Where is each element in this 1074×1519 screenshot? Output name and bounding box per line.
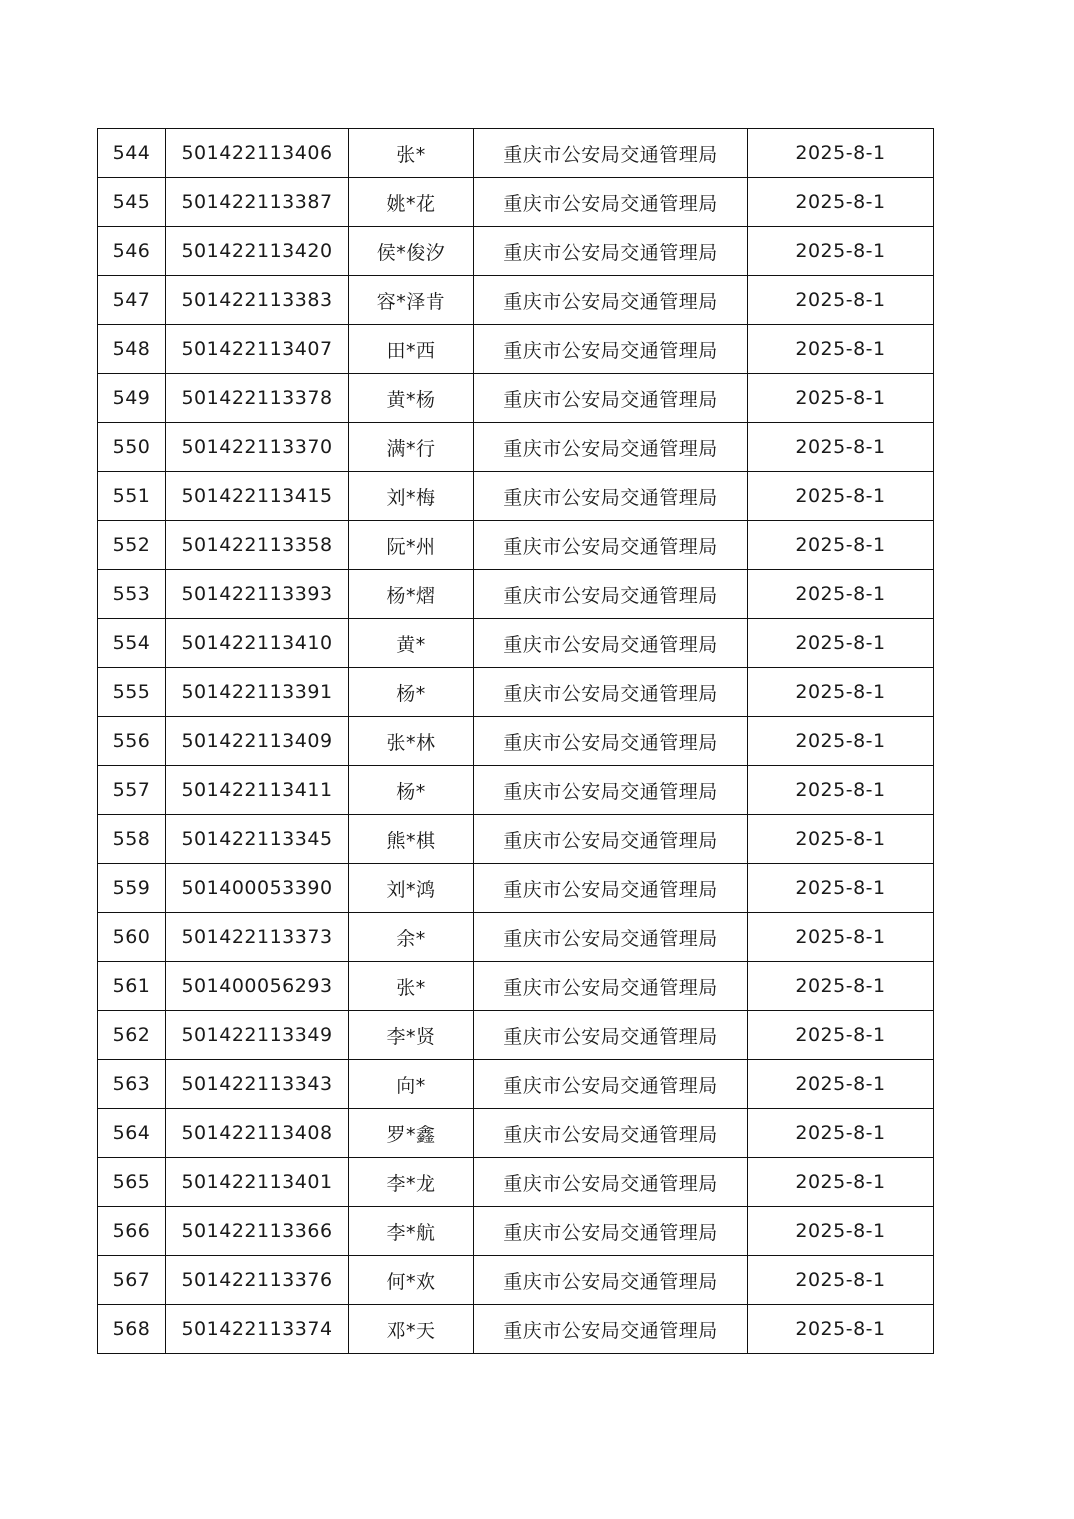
department-cell: 重庆市公安局交通管理局: [474, 423, 748, 472]
table-row: [98, 766, 934, 815]
table-row: [98, 423, 934, 472]
table-row: [98, 276, 934, 325]
name-cell: 李*航: [349, 1207, 474, 1256]
department-cell: 重庆市公安局交通管理局: [474, 1207, 748, 1256]
department-cell: 重庆市公安局交通管理局: [474, 1256, 748, 1305]
table-row: [98, 374, 934, 423]
date-cell: 2025-8-1: [748, 668, 934, 717]
name-cell: 向*: [349, 1060, 474, 1109]
date-cell: 2025-8-1: [748, 521, 934, 570]
table-row: [98, 668, 934, 717]
seq-cell: 558: [98, 815, 166, 864]
table-row: [98, 1011, 934, 1060]
date-cell: 2025-8-1: [748, 1060, 934, 1109]
table-row: [98, 521, 934, 570]
department-cell: 重庆市公安局交通管理局: [474, 276, 748, 325]
table-row: [98, 129, 934, 178]
department-cell: 重庆市公安局交通管理局: [474, 717, 748, 766]
seq-cell: 548: [98, 325, 166, 374]
name-cell: 黄*杨: [349, 374, 474, 423]
seq-cell: 555: [98, 668, 166, 717]
id-number-cell: 501400053390: [166, 864, 349, 913]
date-cell: 2025-8-1: [748, 717, 934, 766]
table-row: [98, 619, 934, 668]
table-row: [98, 815, 934, 864]
name-cell: 邓*天: [349, 1305, 474, 1354]
id-number-cell: 501422113387: [166, 178, 349, 227]
department-cell: 重庆市公安局交通管理局: [474, 1011, 748, 1060]
date-cell: 2025-8-1: [748, 374, 934, 423]
seq-cell: 562: [98, 1011, 166, 1060]
id-number-cell: 501400056293: [166, 962, 349, 1011]
name-cell: 熊*棋: [349, 815, 474, 864]
date-cell: 2025-8-1: [748, 178, 934, 227]
id-number-cell: 501422113370: [166, 423, 349, 472]
name-cell: 罗*鑫: [349, 1109, 474, 1158]
id-number-cell: 501422113408: [166, 1109, 349, 1158]
name-cell: 满*行: [349, 423, 474, 472]
table-row: [98, 570, 934, 619]
table-row: [98, 325, 934, 374]
table-row: [98, 1060, 934, 1109]
name-cell: 杨*: [349, 766, 474, 815]
id-number-cell: 501422113415: [166, 472, 349, 521]
date-cell: 2025-8-1: [748, 1158, 934, 1207]
name-cell: 张*林: [349, 717, 474, 766]
id-number-cell: 501422113406: [166, 129, 349, 178]
table-row: [98, 1109, 934, 1158]
name-cell: 杨*: [349, 668, 474, 717]
date-cell: 2025-8-1: [748, 276, 934, 325]
name-cell: 阮*州: [349, 521, 474, 570]
seq-cell: 547: [98, 276, 166, 325]
id-number-cell: 501422113383: [166, 276, 349, 325]
seq-cell: 568: [98, 1305, 166, 1354]
table-row: [98, 1207, 934, 1256]
roster-table-body: [98, 129, 934, 1354]
table-row: [98, 472, 934, 521]
table-row: [98, 913, 934, 962]
seq-cell: 566: [98, 1207, 166, 1256]
id-number-cell: 501422113407: [166, 325, 349, 374]
name-cell: 张*: [349, 129, 474, 178]
seq-cell: 565: [98, 1158, 166, 1207]
table-row: [98, 1158, 934, 1207]
name-cell: 容*泽肯: [349, 276, 474, 325]
id-number-cell: 501422113358: [166, 521, 349, 570]
name-cell: 何*欢: [349, 1256, 474, 1305]
table-row: [98, 227, 934, 276]
name-cell: 刘*鸿: [349, 864, 474, 913]
name-cell: 黄*: [349, 619, 474, 668]
id-number-cell: 501422113376: [166, 1256, 349, 1305]
seq-cell: 549: [98, 374, 166, 423]
department-cell: 重庆市公安局交通管理局: [474, 129, 748, 178]
id-number-cell: 501422113349: [166, 1011, 349, 1060]
id-number-cell: 501422113374: [166, 1305, 349, 1354]
name-cell: 田*西: [349, 325, 474, 374]
id-number-cell: 501422113378: [166, 374, 349, 423]
date-cell: 2025-8-1: [748, 913, 934, 962]
name-cell: 姚*花: [349, 178, 474, 227]
table-row: [98, 962, 934, 1011]
seq-cell: 561: [98, 962, 166, 1011]
id-number-cell: 501422113343: [166, 1060, 349, 1109]
department-cell: 重庆市公安局交通管理局: [474, 1060, 748, 1109]
date-cell: 2025-8-1: [748, 1256, 934, 1305]
name-cell: 张*: [349, 962, 474, 1011]
department-cell: 重庆市公安局交通管理局: [474, 766, 748, 815]
date-cell: 2025-8-1: [748, 129, 934, 178]
table-row: [98, 1305, 934, 1354]
id-number-cell: 501422113401: [166, 1158, 349, 1207]
id-number-cell: 501422113411: [166, 766, 349, 815]
department-cell: 重庆市公安局交通管理局: [474, 472, 748, 521]
seq-cell: 554: [98, 619, 166, 668]
id-number-cell: 501422113373: [166, 913, 349, 962]
table-row: [98, 1256, 934, 1305]
seq-cell: 546: [98, 227, 166, 276]
department-cell: 重庆市公安局交通管理局: [474, 1109, 748, 1158]
date-cell: 2025-8-1: [748, 864, 934, 913]
department-cell: 重庆市公安局交通管理局: [474, 962, 748, 1011]
seq-cell: 550: [98, 423, 166, 472]
date-cell: 2025-8-1: [748, 619, 934, 668]
department-cell: 重庆市公安局交通管理局: [474, 374, 748, 423]
department-cell: 重庆市公安局交通管理局: [474, 913, 748, 962]
id-number-cell: 501422113420: [166, 227, 349, 276]
date-cell: 2025-8-1: [748, 815, 934, 864]
department-cell: 重庆市公安局交通管理局: [474, 325, 748, 374]
roster-table: [97, 128, 934, 1354]
date-cell: 2025-8-1: [748, 227, 934, 276]
date-cell: 2025-8-1: [748, 962, 934, 1011]
date-cell: 2025-8-1: [748, 766, 934, 815]
table-row: [98, 178, 934, 227]
seq-cell: 545: [98, 178, 166, 227]
id-number-cell: 501422113409: [166, 717, 349, 766]
date-cell: 2025-8-1: [748, 1207, 934, 1256]
id-number-cell: 501422113345: [166, 815, 349, 864]
date-cell: 2025-8-1: [748, 1109, 934, 1158]
seq-cell: 551: [98, 472, 166, 521]
id-number-cell: 501422113410: [166, 619, 349, 668]
seq-cell: 567: [98, 1256, 166, 1305]
seq-cell: 553: [98, 570, 166, 619]
department-cell: 重庆市公安局交通管理局: [474, 864, 748, 913]
department-cell: 重庆市公安局交通管理局: [474, 668, 748, 717]
date-cell: 2025-8-1: [748, 423, 934, 472]
table-row: [98, 717, 934, 766]
name-cell: 杨*熠: [349, 570, 474, 619]
department-cell: 重庆市公安局交通管理局: [474, 815, 748, 864]
id-number-cell: 501422113366: [166, 1207, 349, 1256]
department-cell: 重庆市公安局交通管理局: [474, 1158, 748, 1207]
id-number-cell: 501422113391: [166, 668, 349, 717]
date-cell: 2025-8-1: [748, 472, 934, 521]
name-cell: 刘*梅: [349, 472, 474, 521]
name-cell: 李*贤: [349, 1011, 474, 1060]
name-cell: 李*龙: [349, 1158, 474, 1207]
seq-cell: 552: [98, 521, 166, 570]
department-cell: 重庆市公安局交通管理局: [474, 227, 748, 276]
name-cell: 侯*俊汐: [349, 227, 474, 276]
department-cell: 重庆市公安局交通管理局: [474, 521, 748, 570]
seq-cell: 560: [98, 913, 166, 962]
id-number-cell: 501422113393: [166, 570, 349, 619]
department-cell: 重庆市公安局交通管理局: [474, 619, 748, 668]
table-row: [98, 864, 934, 913]
name-cell: 余*: [349, 913, 474, 962]
department-cell: 重庆市公安局交通管理局: [474, 1305, 748, 1354]
date-cell: 2025-8-1: [748, 1305, 934, 1354]
seq-cell: 563: [98, 1060, 166, 1109]
department-cell: 重庆市公安局交通管理局: [474, 178, 748, 227]
date-cell: 2025-8-1: [748, 1011, 934, 1060]
seq-cell: 557: [98, 766, 166, 815]
seq-cell: 556: [98, 717, 166, 766]
seq-cell: 564: [98, 1109, 166, 1158]
seq-cell: 544: [98, 129, 166, 178]
seq-cell: 559: [98, 864, 166, 913]
date-cell: 2025-8-1: [748, 325, 934, 374]
department-cell: 重庆市公安局交通管理局: [474, 570, 748, 619]
date-cell: 2025-8-1: [748, 570, 934, 619]
